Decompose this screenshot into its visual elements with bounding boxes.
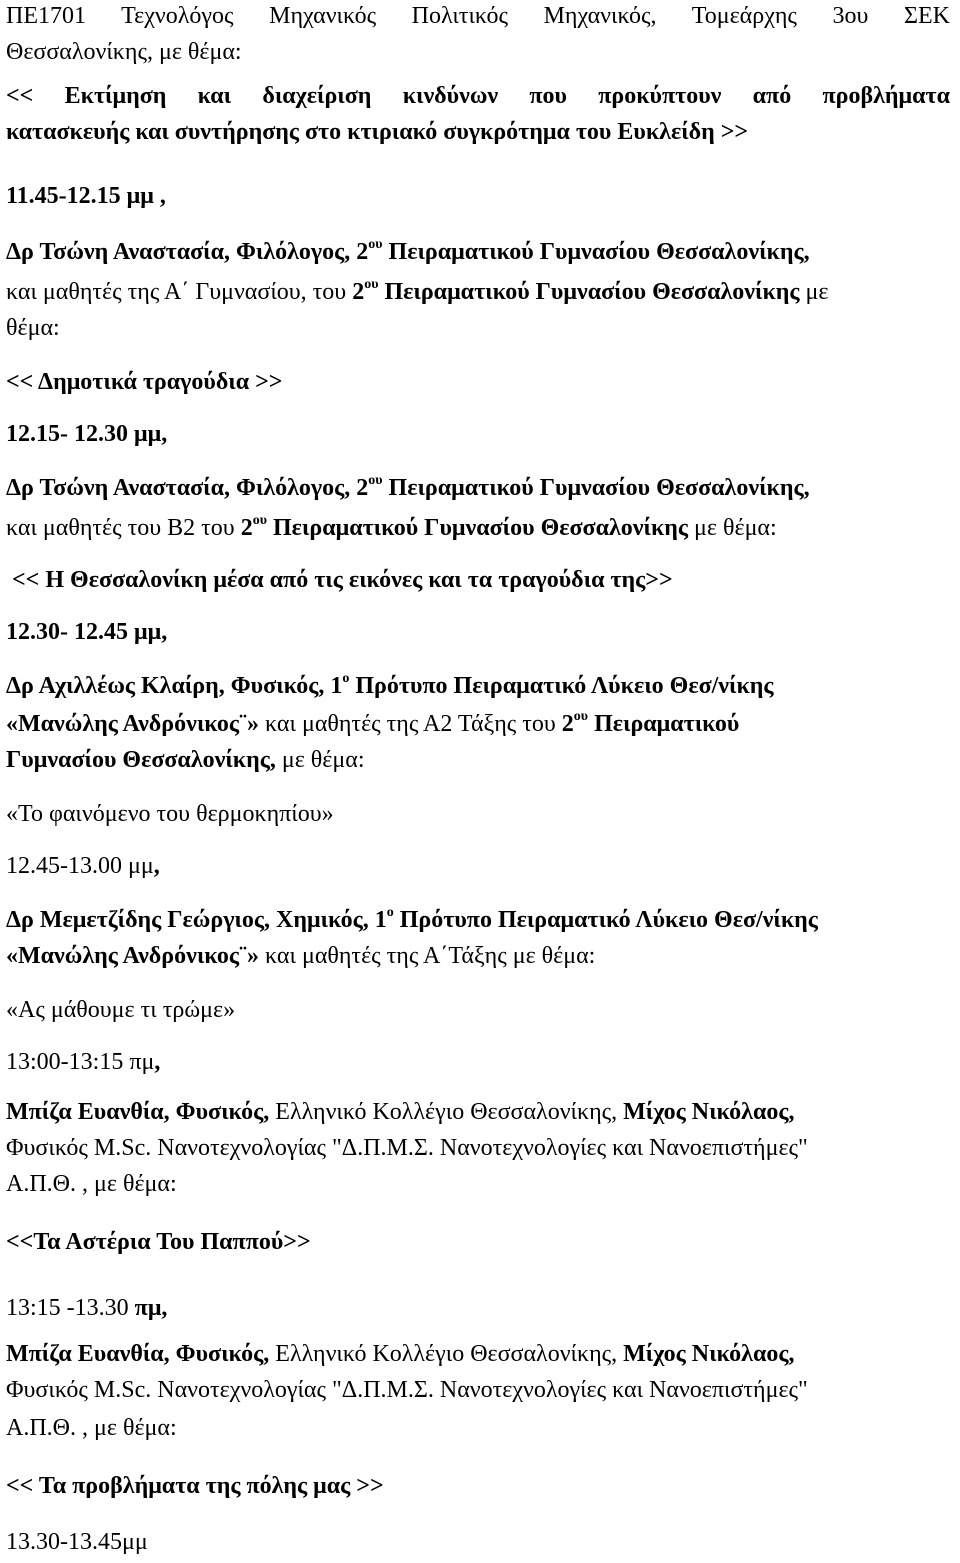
speaker-line-3 [6,672,950,700]
school-name: Ελληνικό Κολλέγιο Θεσσαλονίκης, [269,1341,624,1367]
topic-title: <<Τα Αστέρια Του Παππού>> [6,1229,311,1255]
speaker-credentials: Φυσικός M.Sc. Νανοτεχνολογίας "Δ.Π.Μ.Σ. Νανοτεχνολογίες και Νανοεπιστήμες" [6,1377,808,1403]
ordinal-sup: ο [342,671,350,686]
participants-line-2 [6,514,950,542]
speaker-name: Δρ Τσώνη Αναστασία, Φιλόλογος, 2 [6,239,369,265]
topic-title: «Ας μάθουμε τι τρώμε» [6,997,236,1023]
topic-title-line-1: << Εκτίμηση και διαχείριση κινδύνων που προκύπτουν από προβλήματα [6,83,950,109]
school-name: Πρότυπο Πειραματικό Λύκειο Θεσ/νίκης [393,907,818,933]
time-text: 12.45-13.00 μμ [6,853,154,879]
time-slot-7: 13.30-13.45μμ [6,1529,148,1555]
speaker-credentials: Φυσικός M.Sc. Νανοτεχνολογίας "Δ.Π.Μ.Σ. Νανοτεχνολογίες και Νανοεπιστήμες" [6,1135,808,1161]
school-name: Πειραματικού Γυμνασίου Θεσσαλονίκης, [382,239,810,265]
school-name: Πειραματικού [588,711,740,737]
participants-text: και μαθητές της Α2 Τάξης του [259,711,562,737]
time-slot-1: 11.45-12.15 μμ , [6,183,166,209]
ordinal-sup: ου [368,237,383,252]
time-slot-3: 12.30- 12.45 μμ, [6,619,168,645]
intro-line-2: Θεσσαλονίκης, με θέμα: [6,39,242,65]
speaker-line-6 [6,1340,950,1368]
time-slot-5 [6,1048,950,1076]
school-ordinal: 2 [352,279,365,305]
topic-prefix: με θέμα: [688,515,777,541]
participants-line-4 [6,942,950,970]
school-nickname: «Μανώλης Ανδρόνικος¨» [6,943,260,969]
time-slot-6 [6,1294,950,1322]
time-comma: , [153,853,160,879]
speaker-name: Μπίζα Ευανθία, Φυσικός, [6,1341,270,1367]
school-name: Πειραματικού Γυμνασίου Θεσσαλονίκης [378,279,800,305]
topic-title-line-2: κατασκευής και συντήρησης στο κτιριακό συγκρότημα του Ευκλείδη >> [6,119,749,145]
topic-title: << Τα προβλήματα της πόλης μας >> [6,1473,384,1499]
topic-title: << Δημοτικά τραγούδια >> [6,369,283,395]
topic-prefix: με [799,279,829,305]
ordinal-sup: ου [368,473,383,488]
participants-line-3b [6,746,950,774]
speaker-name: Μπίζα Ευανθία, Φυσικός, [6,1099,270,1125]
participants-line-1 [6,278,950,306]
speaker-line-1 [6,238,950,266]
school-name: Πειραματικού Γυμνασίου Θεσσαλονίκης, [382,475,810,501]
university-line: Α.Π.Θ. , με θέμα: [6,1415,177,1441]
school-nickname: «Μανώλης Ανδρόνικος¨» [6,711,260,737]
time-slot-2: 12.15- 12.30 μμ, [6,421,168,447]
time-suffix: πμ, [134,1295,168,1321]
university-line: Α.Π.Θ. , με θέμα: [6,1171,177,1197]
time-text: 13:15 -13.30 [6,1295,135,1321]
ordinal-sup: ου [364,277,379,292]
ordinal-sup: ου [573,709,589,724]
time-text: 13:00-13:15 πμ [6,1049,155,1075]
school-name: Πρότυπο Πειραματικό Λύκειο Θεσ/νίκης [349,673,774,699]
intro-line-1: ΠΕ1701 Τεχνολόγος Μηχανικός Πολιτικός Μηχανικός, Τομεάρχης 3ου ΣΕΚ [6,3,950,29]
time-comma: , [154,1049,161,1075]
participants-text: και μαθητές της Α΄Τάξης με θέμα: [259,943,596,969]
speaker-line-4 [6,906,950,934]
co-speaker-name: Μίχος Νικόλαος, [623,1099,795,1125]
participants-text: και μαθητές του Β2 του [6,515,241,541]
speaker-line-5 [6,1098,950,1126]
school-ordinal: 2 [561,711,574,737]
school-name: Ελληνικό Κολλέγιο Θεσσαλονίκης, [269,1099,624,1125]
participants-line-3 [6,710,950,738]
school-ordinal: 2 [240,515,253,541]
co-speaker-name: Μίχος Νικόλαος, [623,1341,795,1367]
ordinal-sup: ου [252,513,267,528]
speaker-name: Δρ Αχιλλέως Κλαίρη, Φυσικός, 1 [6,673,343,699]
topic-title: «Το φαινόμενο του θερμοκηπίου» [6,801,334,827]
topic-label: θέμα: [6,315,60,341]
time-slot-4 [6,852,950,880]
topic-prefix: με θέμα: [275,747,365,773]
ordinal-sup: ο [386,905,394,920]
speaker-name: Δρ Μεμετζίδης Γεώργιος, Χημικός, 1 [6,907,387,933]
school-name: Γυμνασίου Θεσσαλονίκης, [6,747,276,773]
speaker-line-2 [6,474,950,502]
speaker-name: Δρ Τσώνη Αναστασία, Φιλόλογος, 2 [6,475,369,501]
participants-text: και μαθητές της Α΄ Γυμνασίου, του [6,279,353,305]
topic-title: << Η Θεσσαλονίκη μέσα από τις εικόνες και τα τραγούδια της>> [12,567,673,593]
school-name: Πειραματικού Γυμνασίου Θεσσαλονίκης [266,515,689,541]
